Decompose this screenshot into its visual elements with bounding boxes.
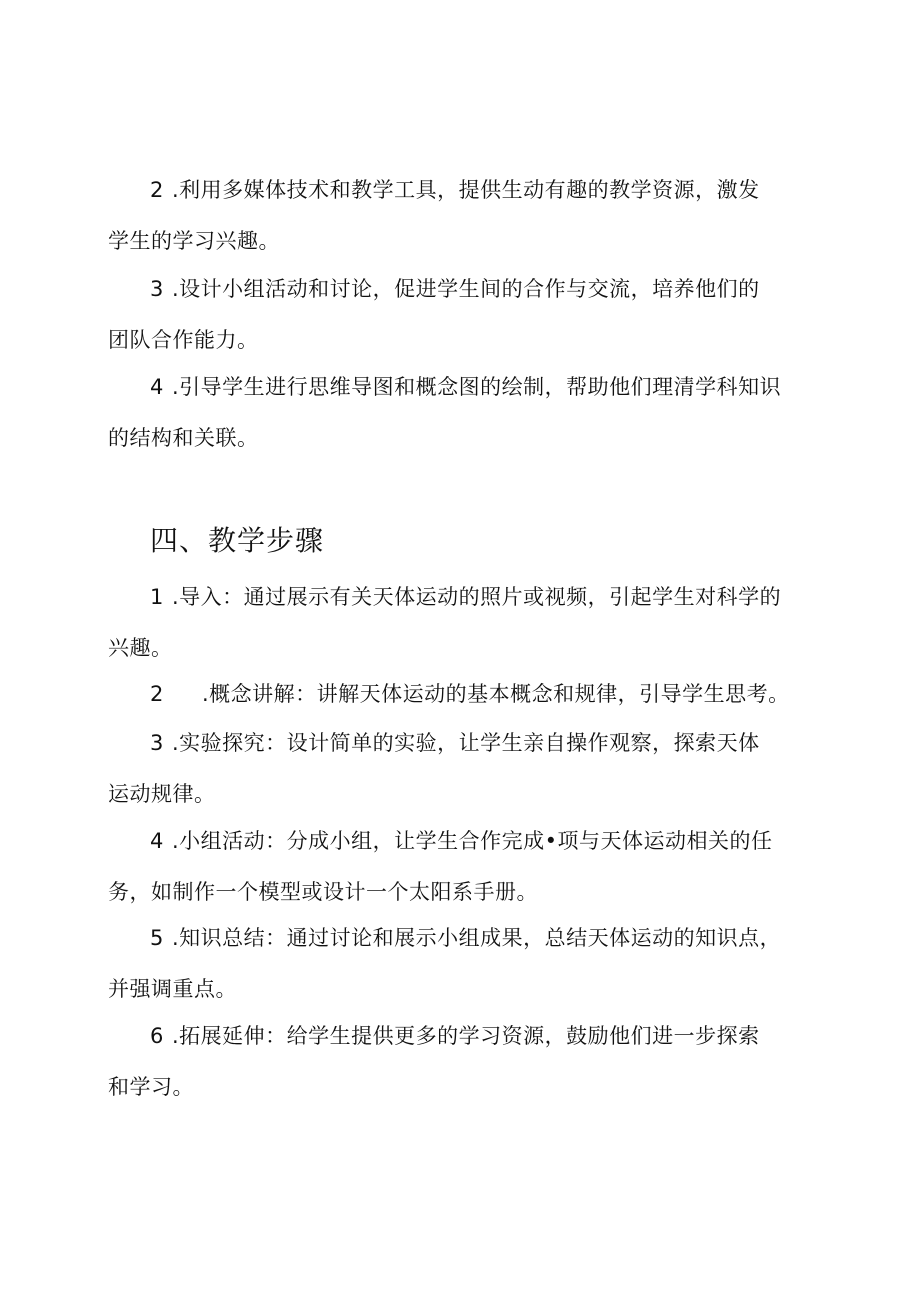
- item-number: 4: [150, 829, 164, 853]
- item-number: 4: [150, 375, 164, 399]
- item-text-line1: .概念讲解：讲解天体运动的基本概念和规律，引导学生思考。: [202, 682, 790, 706]
- method-item-4: [108, 362, 820, 464]
- item-text-line2: 运动规律。: [108, 782, 216, 806]
- item-text-line1: .引导学生进行思维导图和概念图的绘制，帮助他们理清学科知识: [172, 375, 782, 399]
- item-text-line2: 团队合作能力。: [108, 328, 259, 352]
- item-text-line2: 兴趣。: [108, 636, 173, 660]
- item-text-line1: .利用多媒体技术和教学工具，提供生动有趣的教学资源，激发: [172, 178, 760, 202]
- method-item-3: [108, 264, 820, 366]
- step-item-1: [108, 572, 820, 674]
- section-heading: 四、教学步骤: [150, 524, 325, 557]
- item-number: 2: [150, 682, 164, 706]
- item-text-line2: 并强调重点。: [108, 977, 237, 1001]
- item-number: 6: [150, 1024, 164, 1048]
- step-item-3: [108, 718, 820, 820]
- item-text-line2: 的结构和关联。: [108, 426, 259, 450]
- item-text-line2: 务，如制作一个模型或设计一个太阳系手册。: [108, 880, 538, 904]
- item-text-line2: 学生的学习兴趣。: [108, 229, 280, 253]
- item-number: 2: [150, 178, 164, 202]
- item-text-line1: .导入：通过展示有关天体运动的照片或视频，引起学生对科学的: [172, 585, 782, 609]
- item-number: 5: [150, 926, 164, 950]
- method-item-2: [108, 165, 820, 267]
- item-text-line2: 和学习。: [108, 1075, 194, 1099]
- item-text-line1: .知识总结：通过讨论和展示小组成果，总结天体运动的知识点，: [172, 926, 782, 950]
- item-text-line1: .设计小组活动和讨论，促进学生间的合作与交流，培养他们的: [172, 277, 760, 301]
- item-number: 3: [150, 277, 164, 301]
- step-item-4: [108, 816, 820, 918]
- item-text-line1: .实验探究：设计简单的实验，让学生亲自操作观察，探索天体: [172, 731, 760, 755]
- item-text-line1: .拓展延伸：给学生提供更多的学习资源，鼓励他们进一步探索: [172, 1024, 760, 1048]
- item-number: 1: [150, 585, 164, 609]
- item-number: 3: [150, 731, 164, 755]
- step-item-5: [108, 913, 820, 1015]
- step-item-2: [108, 669, 820, 720]
- step-item-6: [108, 1011, 820, 1113]
- item-text-line1: .小组活动：分成小组，让学生合作完成•项与天体运动相关的任: [172, 829, 773, 853]
